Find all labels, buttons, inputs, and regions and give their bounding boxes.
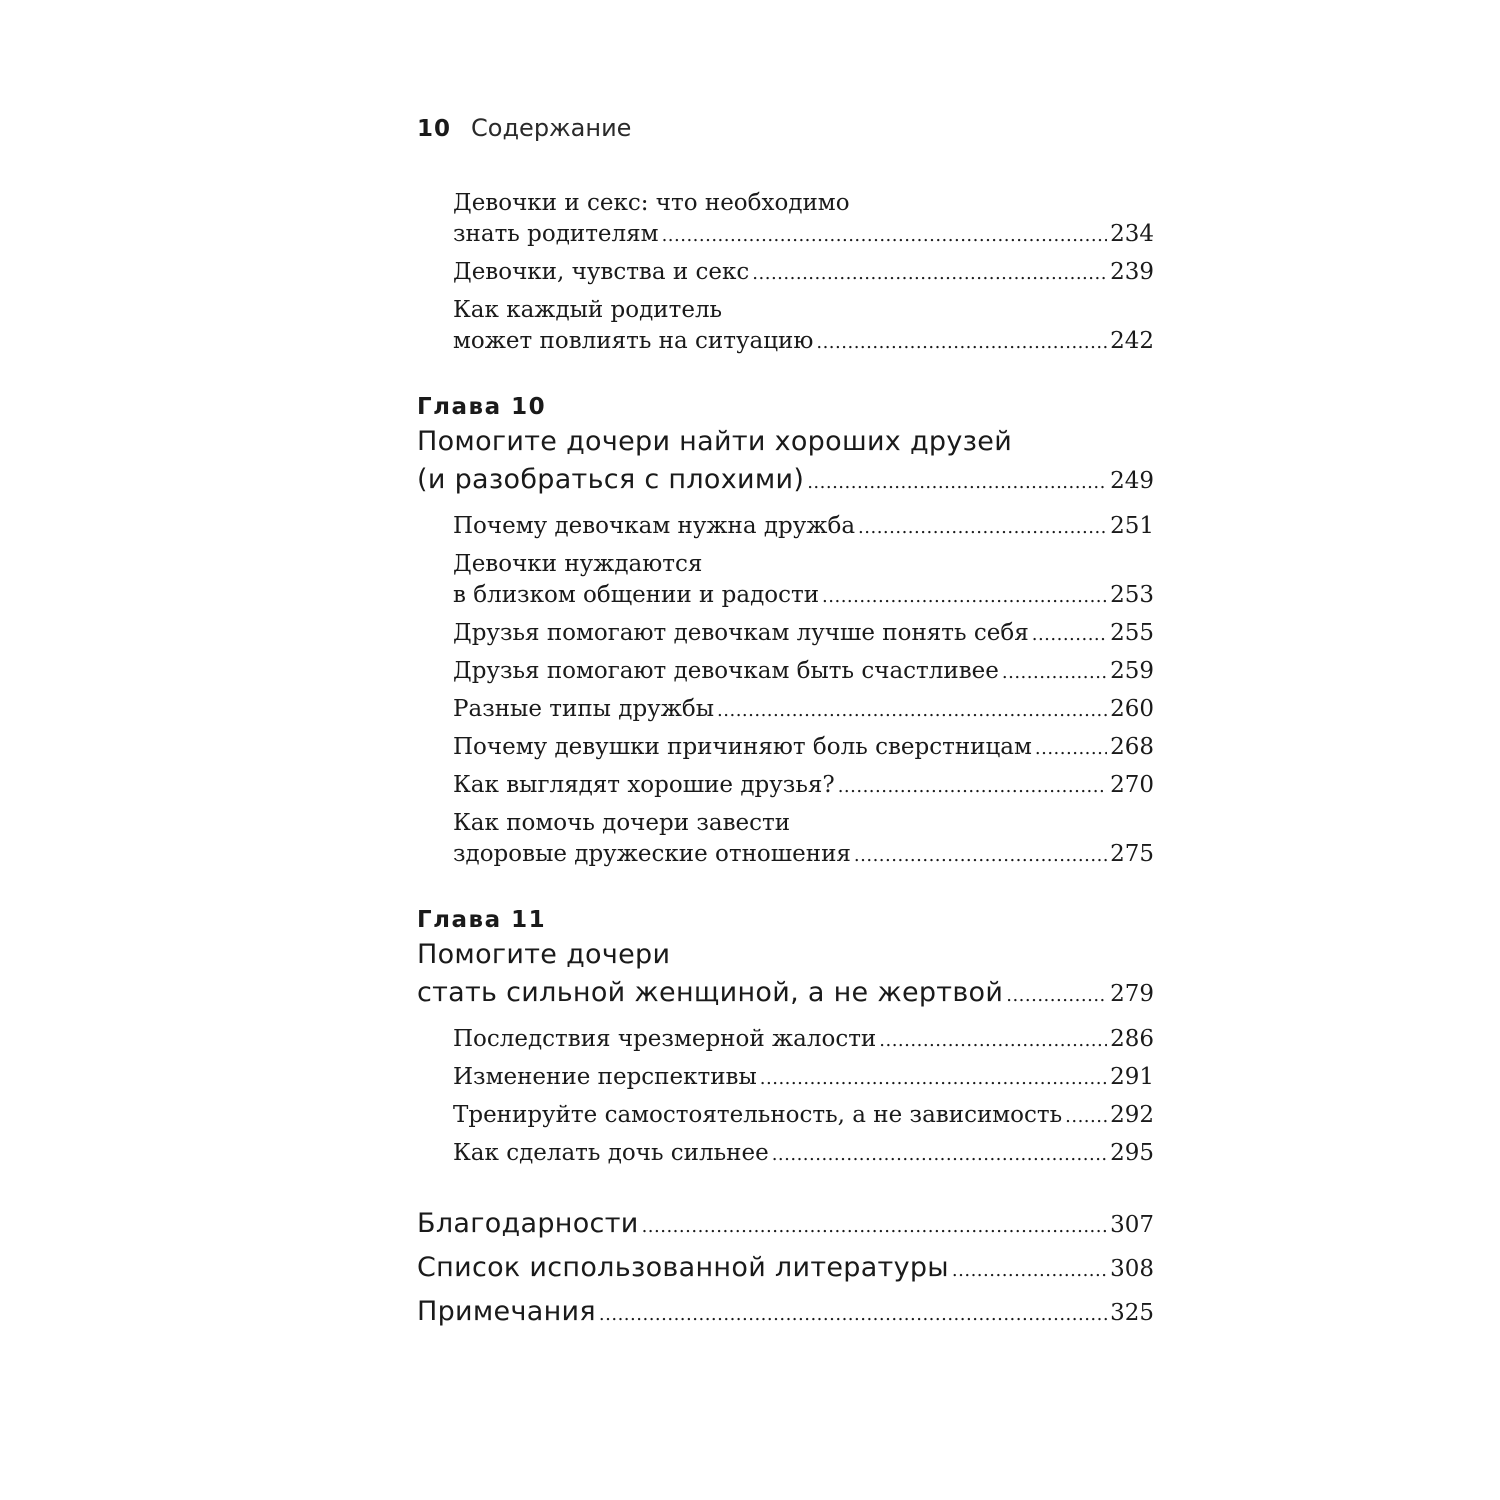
toc-entry-title: знать родителям [453, 221, 659, 247]
toc-page-number: 259 [1110, 658, 1154, 684]
dot-leader [1065, 1102, 1107, 1132]
chapter-number: Глава 10 [417, 394, 547, 420]
chapter-title: (и разобраться с плохими) [417, 464, 805, 495]
toc-entry[interactable] [453, 1138, 1154, 1170]
dot-leader [599, 1297, 1107, 1333]
toc-entry-title: в близком общении и радости [453, 582, 820, 608]
toc-entry-title: здоровые дружеские отношения [453, 841, 851, 867]
toc-entry-title: Почему девочкам нужна дружба [453, 513, 856, 539]
toc-entry[interactable] [453, 1100, 1154, 1132]
toc-page-number: 286 [1110, 1026, 1154, 1052]
toc-page-number: 270 [1110, 772, 1154, 798]
chapter-title-line: Помогите дочери найти хороших друзей [417, 426, 1013, 457]
toc-entry[interactable] [417, 1250, 1154, 1289]
toc-entry[interactable] [417, 1294, 1154, 1333]
toc-entry-title: Друзья помогают девочкам быть счастливее [453, 658, 999, 684]
toc-page-number: 253 [1110, 582, 1154, 608]
toc-page-number: 251 [1110, 513, 1154, 539]
toc-entry-title-line: Девочки нуждаются [453, 551, 703, 577]
toc-page-number: 291 [1110, 1064, 1154, 1090]
toc-page-number: 308 [1110, 1256, 1154, 1282]
toc-entry-title: Почему девушки причиняют боль сверстницам [453, 734, 1032, 760]
dot-leader [662, 221, 1108, 251]
dot-leader [752, 259, 1107, 289]
dot-leader [717, 696, 1107, 726]
toc-page-number: 268 [1110, 734, 1154, 760]
toc-entry[interactable] [453, 580, 1154, 612]
toc-entry-title: Девочки, чувства и секс [453, 259, 750, 285]
toc-entry[interactable] [417, 1206, 1154, 1245]
toc-entry-title: Тренируйте самостоятельность, а не зависимость [453, 1102, 1063, 1128]
chapter-title-line: Помогите дочери [417, 939, 671, 970]
toc-entry[interactable] [453, 219, 1154, 251]
toc-page-number: 295 [1110, 1140, 1154, 1166]
toc-entry[interactable] [453, 839, 1154, 871]
chapter-entry[interactable] [417, 462, 1154, 501]
toc-page-number: 275 [1110, 841, 1154, 867]
toc-page-number: 249 [1110, 468, 1154, 494]
chapter-title: стать сильной женщиной, а не жертвой [417, 977, 1004, 1008]
toc-entry-title: Последствия чрезмерной жалости [453, 1026, 877, 1052]
dot-leader [1006, 978, 1107, 1014]
toc-entry-title: Разные типы дружбы [453, 696, 715, 722]
toc-page-number: 255 [1110, 620, 1154, 646]
dot-leader [822, 582, 1107, 612]
dot-leader [952, 1253, 1107, 1289]
toc-entry-title-line: Как каждый родитель [453, 297, 723, 323]
dot-leader [772, 1140, 1107, 1170]
toc-entry[interactable] [453, 511, 1154, 543]
toc-entry[interactable] [453, 1062, 1154, 1094]
toc-entry-title-line: Девочки и секс: что необходимо [453, 190, 850, 216]
toc-entry[interactable] [453, 656, 1154, 688]
dot-leader [858, 513, 1107, 543]
toc-entry[interactable] [453, 770, 1154, 802]
dot-leader [854, 841, 1107, 871]
back-matter-title: Благодарности [417, 1208, 639, 1239]
page-title: Содержание [471, 114, 632, 142]
toc-page-number: 279 [1110, 981, 1154, 1007]
dot-leader [760, 1064, 1107, 1094]
toc-page-number: 325 [1110, 1300, 1154, 1326]
toc-entry-title: может повлиять на ситуацию [453, 328, 814, 354]
dot-leader [1002, 658, 1107, 688]
toc-entry[interactable] [453, 1024, 1154, 1056]
back-matter-title: Примечания [417, 1296, 596, 1327]
toc-entry[interactable] [453, 694, 1154, 726]
toc-page-number: 239 [1110, 259, 1154, 285]
toc-entry[interactable] [453, 257, 1154, 289]
chapter-entry[interactable] [417, 975, 1154, 1014]
dot-leader [642, 1209, 1108, 1245]
toc-entry-title: Как сделать дочь сильнее [453, 1140, 769, 1166]
dot-leader [838, 772, 1107, 802]
toc-entry-title: Как выглядят хорошие друзья? [453, 772, 835, 798]
dot-leader [807, 465, 1107, 501]
toc-entry-title: Друзья помогают девочкам лучше понять себя [453, 620, 1029, 646]
toc-page-number: 292 [1110, 1102, 1154, 1128]
toc-page-number: 242 [1110, 328, 1154, 354]
dot-leader [1032, 620, 1107, 650]
toc-entry-title: Изменение перспективы [453, 1064, 757, 1090]
dot-leader [816, 328, 1107, 358]
toc-page-number: 307 [1110, 1212, 1154, 1238]
chapter-number: Глава 11 [417, 907, 547, 933]
page-number: 10 [417, 116, 452, 142]
toc-page-number: 260 [1110, 696, 1154, 722]
toc-page-number: 234 [1110, 221, 1154, 247]
back-matter-title: Список использованной литературы [417, 1252, 949, 1283]
dot-leader [1035, 734, 1107, 764]
toc-entry[interactable] [453, 618, 1154, 650]
toc-entry-title-line: Как помочь дочери завести [453, 810, 791, 836]
dot-leader [879, 1026, 1107, 1056]
toc-entry[interactable] [453, 326, 1154, 358]
toc-entry[interactable] [453, 732, 1154, 764]
